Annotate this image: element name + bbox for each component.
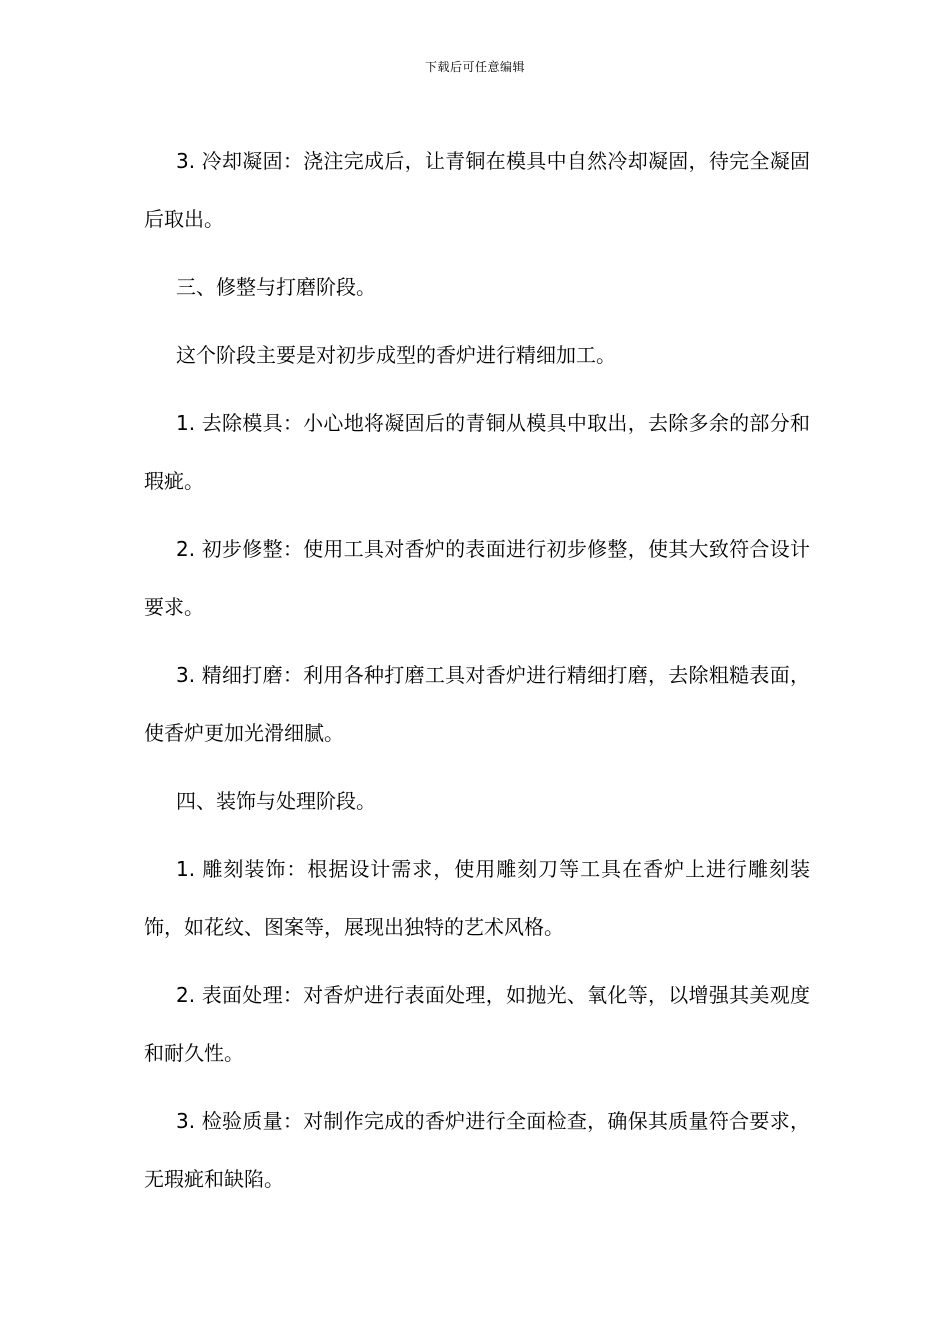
- section-heading-decoration: 四、装饰与处理阶段。: [176, 789, 376, 813]
- paragraph-fine-polish: 3. 精细打磨：利用各种打磨工具对香炉进行精细打磨，去除粗糙表面，使香炉更加光滑细腻。: [144, 663, 810, 745]
- paragraph-finishing-intro: 这个阶段主要是对初步成型的香炉进行精细加工。: [176, 343, 616, 367]
- page-header: 下载后可任意编辑: [424, 60, 525, 74]
- paragraph-cooling-step: 3. 冷却凝固：浇注完成后，让青铜在模具中自然冷却凝固，待完全凝固后取出。: [144, 149, 810, 231]
- paragraph-carving: 1. 雕刻装饰：根据设计需求，使用雕刻刀等工具在香炉上进行雕刻装饰，如花纹、图案等，展现出独特的艺术风格。: [144, 857, 810, 939]
- paragraph-remove-mold: 1. 去除模具：小心地将凝固后的青铜从模具中取出，去除多余的部分和瑕疵。: [144, 411, 810, 493]
- paragraph-initial-trim: 2. 初步修整：使用工具对香炉的表面进行初步修整，使其大致符合设计要求。: [144, 537, 810, 619]
- section-heading-finishing: 三、修整与打磨阶段。: [176, 275, 376, 299]
- paragraph-quality-check: 3. 检验质量：对制作完成的香炉进行全面检查，确保其质量符合要求，无瑕疵和缺陷。: [144, 1109, 810, 1191]
- document-body: [144, 132, 810, 1218]
- paragraph-surface-treatment: 2. 表面处理：对香炉进行表面处理，如抛光、氧化等，以增强其美观度和耐久性。: [144, 983, 810, 1065]
